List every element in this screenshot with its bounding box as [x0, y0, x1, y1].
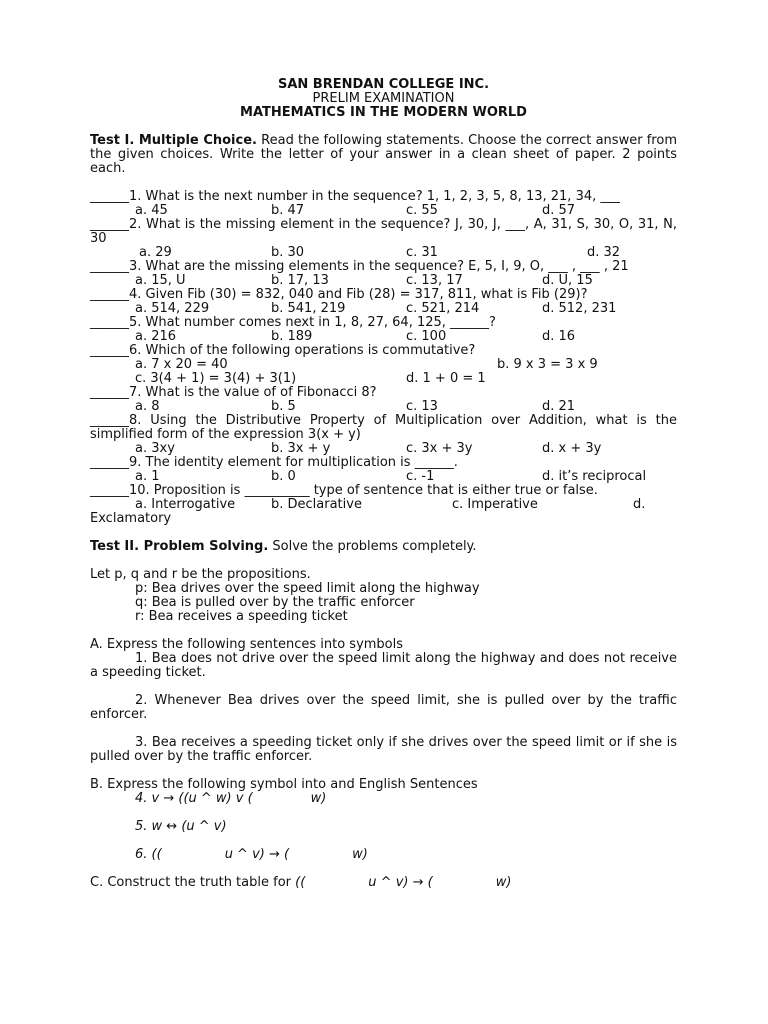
- choice-a: a. 7 x 20 = 40: [135, 357, 228, 372]
- choice-a: a. 8: [135, 399, 160, 414]
- choice-c: c. 100: [406, 329, 447, 344]
- choice-b: b. Declarative: [271, 497, 362, 512]
- choice-c: c. Imperative: [452, 497, 538, 512]
- question-5-choices: [90, 330, 677, 344]
- question-8: ______8. Using the Distributive Property of Multiplication over Addition, what is the simplified form of the expression 3(x + y): [90, 413, 677, 442]
- choice-c: c. 31: [406, 245, 438, 260]
- proposition-q: q: Bea is pulled over by the traffic enforcer: [135, 595, 415, 610]
- test1-title: Test I. Multiple Choice.: [90, 133, 257, 148]
- choice-c: c. 55: [406, 203, 438, 218]
- part-c-expr-2: u ^ v) → (: [368, 875, 433, 890]
- choice-b: b. 189: [271, 329, 313, 344]
- question-6: ______6. Which of the following operations is commutative?: [90, 343, 476, 358]
- test2-instructions-text: Solve the problems completely.: [268, 539, 477, 554]
- question-7-choices: [90, 400, 677, 414]
- subject-title: MATHEMATICS IN THE MODERN WORLD: [240, 105, 527, 120]
- choice-c: c. 3(4 + 1) = 3(4) + 3(1): [135, 371, 297, 386]
- question-1: ______1. What is the next number in the sequence? 1, 1, 2, 3, 5, 8, 13, 21, 34, ___: [90, 189, 620, 204]
- school-name: SAN BRENDAN COLLEGE INC.: [277, 77, 490, 92]
- question-1-choices: [90, 204, 677, 218]
- item-b6-part3: w): [352, 847, 368, 862]
- part-c-expr-1: ((: [295, 875, 306, 890]
- question-10-choices: [90, 498, 677, 512]
- item-b5: 5. w ↔ (u ^ v): [135, 819, 227, 834]
- exam-sheet: [90, 78, 677, 890]
- question-4: ______4. Given Fib (30) = 832, 040 and Fib (28) = 317, 811, what is Fib (29)?: [90, 287, 588, 302]
- part-c-expr-3: w): [495, 875, 512, 890]
- choice-a: a. 29: [139, 245, 172, 260]
- choice-b: b. 541, 219: [271, 301, 346, 316]
- question-8-choices: [90, 442, 677, 456]
- choice-d: d. it’s reciprocal: [542, 469, 647, 484]
- choice-b: b. 3x + y: [271, 441, 331, 456]
- question-7: ______7. What is the value of of Fibonacci 8?: [90, 385, 377, 400]
- choice-a: a. 1: [135, 469, 160, 484]
- choice-b: b. 0: [271, 469, 296, 484]
- choice-b: b. 9 x 3 = 3 x 9: [497, 357, 598, 372]
- choice-c: c. 13: [406, 399, 438, 414]
- part-b-heading: B. Express the following symbol into and English Sentences: [90, 777, 478, 792]
- choice-d: d. x + 3y: [542, 441, 602, 456]
- choice-d: d. 16: [542, 329, 576, 344]
- item-b4-right: w): [310, 791, 327, 806]
- item-b6-part2: u ^ v) → (: [224, 847, 290, 862]
- question-3-choices: [90, 274, 677, 288]
- choice-c: c. 521, 214: [406, 301, 480, 316]
- test2-title: Test II. Problem Solving.: [90, 539, 269, 554]
- choice-d: d. 512, 231: [542, 301, 617, 316]
- question-5: ______5. What number comes next in 1, 8, 27, 64, 125, ______?: [90, 315, 496, 330]
- propositions-intro: Let p, q and r be the propositions.: [90, 567, 311, 582]
- choice-b: b. 17, 13: [271, 273, 329, 288]
- test1-instructions-text: Read the following statements. Choose the correct answer from the given choices. Write the letter of your answer in a clean sheet of paper. 2 points each.: [90, 133, 677, 176]
- question-10: ______10. Proposition is __________ type of sentence that is either true or false.: [90, 483, 598, 498]
- item-b4-left: 4. v → ((u ^ w) v (: [135, 791, 253, 806]
- proposition-p: p: Bea drives over the speed limit along the highway: [135, 581, 480, 596]
- choice-d: d. 1 + 0 = 1: [406, 371, 486, 386]
- question-4-choices: [90, 302, 677, 316]
- choice-d: d.: [633, 497, 646, 512]
- part-a-heading: A. Express the following sentences into symbols: [90, 637, 404, 652]
- question-10-choice-d-wrap: Exclamatory: [90, 511, 172, 526]
- question-6-choices-row1: [90, 358, 677, 372]
- choice-d: d. 57: [542, 203, 576, 218]
- question-9-choices: [90, 470, 677, 484]
- choice-a: a. 45: [135, 203, 168, 218]
- part-c-heading: [90, 876, 677, 890]
- item-a3: 3. Bea receives a speeding ticket only if she drives over the speed limit or if she is pulled over by the traffic enforcer.: [90, 735, 677, 764]
- item-a1: 1. Bea does not drive over the speed limit along the highway and does not receive a speeding ticket.: [90, 651, 677, 680]
- test1-instructions: [90, 134, 677, 176]
- question-2-choices: [90, 246, 677, 260]
- part-c-label: C. Construct the truth table for: [90, 875, 291, 890]
- part-c-expression: [295, 875, 511, 890]
- item-b6: [90, 848, 677, 862]
- choice-a: a. 3xy: [135, 441, 175, 456]
- choice-a: a. 15, U: [135, 273, 186, 288]
- choice-a: a. 216: [135, 329, 177, 344]
- choice-c: c. 3x + 3y: [406, 441, 473, 456]
- question-3: ______3. What are the missing elements in the sequence? E, 5, I, 9, O, ___ , ___ , 21: [90, 259, 629, 274]
- item-b4: [90, 792, 677, 806]
- item-b6-part1: 6. ((: [135, 847, 162, 862]
- choice-c: c. 13, 17: [406, 273, 463, 288]
- choice-c: c. -1: [406, 469, 435, 484]
- proposition-r: r: Bea receives a speeding ticket: [135, 609, 348, 624]
- exam-type: PRELIM EXAMINATION: [312, 91, 455, 106]
- question-2: ______2. What is the missing element in the sequence? J, 30, J, ___, A, 31, S, 30, O, 31, N, 30: [90, 217, 677, 246]
- choice-d: d. 32: [587, 245, 621, 260]
- choice-d: d. U, 15: [542, 273, 593, 288]
- choice-d: d. 21: [542, 399, 576, 414]
- question-9: ______9. The identity element for multiplication is ______.: [90, 455, 458, 470]
- choice-b: b. 5: [271, 399, 296, 414]
- test2-instructions: [90, 540, 677, 554]
- item-a2: 2. Whenever Bea drives over the speed limit, she is pulled over by the traffic enforcer.: [90, 693, 677, 722]
- choice-a: a. 514, 229: [135, 301, 210, 316]
- choice-a: a. Interrogative: [135, 497, 236, 512]
- choice-b: b. 30: [271, 245, 305, 260]
- question-6-choices-row2: [90, 372, 677, 386]
- choice-b: b. 47: [271, 203, 305, 218]
